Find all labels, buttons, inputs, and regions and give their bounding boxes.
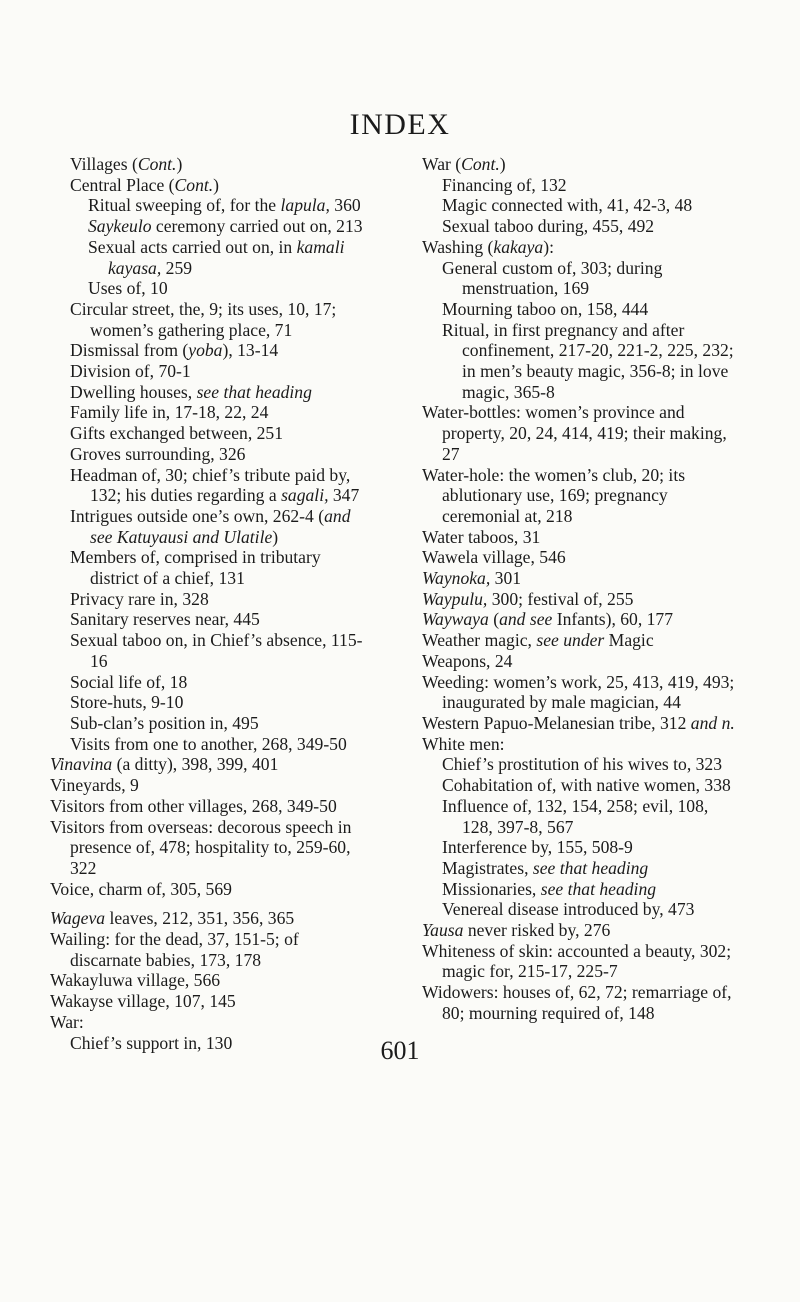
index-entry: Weather magic, see under Magic bbox=[422, 630, 654, 651]
index-entry: Vineyards, 9 bbox=[50, 775, 139, 796]
index-entry: Wakayluwa village, 566 bbox=[50, 970, 221, 991]
index-entry: Waywaya (and see Infants), 60, 177 bbox=[422, 609, 674, 630]
index-entry: Visitors from overseas: decorous speech in presence of, 478; hospitality to, 259-60, 322 bbox=[50, 816, 352, 878]
index-entry: War: bbox=[50, 1011, 84, 1032]
index-entry: Water-hole: the women’s club, 20; its ablutionary use, 169; pregnancy ceremonial at, 218 bbox=[422, 464, 686, 526]
index-entry: Division of, 70-1 bbox=[70, 361, 191, 382]
index-entry: Magistrates, see that heading bbox=[442, 857, 649, 878]
index-entry: Wakayse village, 107, 145 bbox=[50, 991, 236, 1012]
index-entry: Sexual taboo on, in Chief’s absence, 115-16 bbox=[70, 630, 363, 671]
letter-group-gap bbox=[50, 899, 368, 908]
index-entry: Family life in, 17-18, 22, 24 bbox=[70, 402, 269, 423]
index-entry: Sanitary reserves near, 445 bbox=[70, 609, 260, 630]
index-entry: Central Place (Cont.) bbox=[70, 174, 220, 195]
index-entry: Interference by, 155, 508-9 bbox=[442, 837, 633, 858]
index-entry: Western Papuo-Melanesian tribe, 312 and n. bbox=[422, 712, 735, 733]
index-entry: Members of, comprised in tributary district of a chief, 131 bbox=[70, 547, 321, 589]
page-title: INDEX bbox=[349, 108, 451, 141]
index-entry: Financing of, 132 bbox=[442, 174, 567, 195]
index-entry: Yausa never risked by, 276 bbox=[422, 920, 611, 941]
index-column-right bbox=[422, 154, 742, 1024]
index-entry: Venereal disease introduced by, 473 bbox=[442, 899, 695, 920]
index-entry: Wawela village, 546 bbox=[422, 547, 566, 568]
page-number: 601 bbox=[380, 1036, 420, 1065]
index-entry: Intrigues outside one’s own, 262-4 (and see Katuyausi and Ulatile) bbox=[70, 505, 351, 547]
index-entry: Villages (Cont.) bbox=[70, 154, 183, 174]
index-entry: Uses of, 10 bbox=[88, 278, 168, 299]
index-entry: Gifts exchanged between, 251 bbox=[70, 423, 284, 444]
index-entry: Weeding: women’s work, 25, 413, 419, 493; inaugurated by male magician, 44 bbox=[422, 671, 735, 713]
index-entry: Circular street, the, 9; its uses, 10, 17; women’s gathering place, 71 bbox=[70, 298, 337, 340]
index-entry: Vinavina (a ditty), 398, 399, 401 bbox=[50, 754, 279, 775]
index-entry: Water-bottles: women’s province and property, 20, 24, 414, 419; their making, 27 bbox=[422, 402, 727, 464]
index-entry: Wailing: for the dead, 37, 151-5; of discarnate babies, 173, 178 bbox=[50, 929, 299, 970]
index-entry: Privacy rare in, 328 bbox=[70, 588, 209, 609]
index-entry: Sub-clan’s position in, 495 bbox=[70, 712, 259, 733]
index-entry: Chief’s support in, 130 bbox=[70, 1032, 233, 1053]
index-entry: Weapons, 24 bbox=[422, 650, 513, 671]
index-entry: Headman of, 30; chief’s tribute paid by, 132; his duties regarding a sagali, 347 bbox=[70, 464, 360, 506]
index-entry: Dismissal from (yoba), 13-14 bbox=[70, 340, 279, 361]
index-entry: Whiteness of skin: accounted a beauty, 302; magic for, 215-17, 225-7 bbox=[422, 940, 732, 982]
index-entry: Visits from one to another, 268, 349-50 bbox=[70, 733, 347, 754]
index-entry: War (Cont.) bbox=[422, 154, 506, 174]
index-entry: Groves surrounding, 326 bbox=[70, 443, 246, 464]
index-entry: Water taboos, 31 bbox=[422, 526, 541, 547]
index-entry: Ritual sweeping of, for the lapula, 360 bbox=[88, 195, 361, 216]
index-entry: Store-huts, 9-10 bbox=[70, 692, 184, 713]
index-entry: Magic connected with, 41, 42-3, 48 bbox=[442, 195, 693, 216]
index-entry: General custom of, 303; during menstruation, 169 bbox=[442, 257, 663, 299]
index-entry: Washing (kakaya): bbox=[422, 236, 554, 257]
index-entry: Waypulu, 300; festival of, 255 bbox=[422, 588, 634, 609]
index-entry: Saykeulo ceremony carried out on, 213 bbox=[88, 216, 363, 237]
index-entry: Voice, charm of, 305, 569 bbox=[50, 878, 232, 899]
index-entry: Sexual acts carried out on, in kamali kayasa, 259 bbox=[88, 236, 345, 278]
index-entry: Missionaries, see that heading bbox=[442, 878, 657, 899]
index-entry: Cohabitation of, with native women, 338 bbox=[442, 775, 731, 796]
index-entry: Visitors from other villages, 268, 349-50 bbox=[50, 795, 337, 816]
index-entry: Waynoka, 301 bbox=[422, 568, 522, 589]
index-entry: Widowers: houses of, 62, 72; remarriage of, 80; mourning required of, 148 bbox=[422, 982, 732, 1023]
index-entry: Chief’s prostitution of his wives to, 323 bbox=[442, 754, 723, 775]
index-column-left bbox=[50, 154, 368, 1053]
index-entry: White men: bbox=[422, 733, 505, 754]
index-entry: Sexual taboo during, 455, 492 bbox=[442, 216, 655, 237]
index-entry: Social life of, 18 bbox=[70, 671, 188, 692]
index-entry: Dwelling houses, see that heading bbox=[70, 381, 312, 402]
index-entry: Ritual, in first pregnancy and after confinement, 217-20, 221-2, 225, 232; in men’s beauty magic, 356-8; in love magic, 365-8 bbox=[442, 319, 734, 402]
index-entry: Mourning taboo on, 158, 444 bbox=[442, 298, 649, 319]
index-entry: Wageva leaves, 212, 351, 356, 365 bbox=[50, 908, 295, 929]
index-entry: Influence of, 132, 154, 258; evil, 108, 128, 397-8, 567 bbox=[442, 795, 709, 837]
